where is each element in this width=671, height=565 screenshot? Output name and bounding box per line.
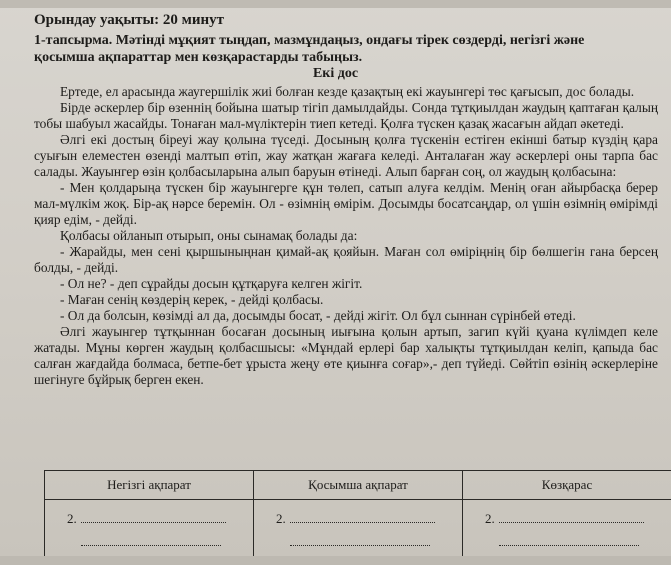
answer-blank[interactable] — [499, 535, 639, 546]
header-additional-info: Қосымша ақпарат — [254, 471, 463, 500]
paragraph: Қолбасы ойланып отырып, оны сынамақ болады да: — [60, 228, 358, 243]
dialogue-line: - Ол да болсын, көзімді ал да, досымды босат, - дейді жігіт. Ол бұл сыннан сүрінбей өтеді. — [60, 308, 576, 323]
header-main-info: Негізгі ақпарат — [45, 471, 254, 500]
answer-blank[interactable] — [81, 535, 221, 546]
time-label: Орындау уақыты: 20 минут — [34, 12, 225, 28]
paragraph: Әлгі жауынгер тұтқыннан босаған досының иығына қолын артып, загип күйі қуана күлімдеп келе жатады. Мұны көрген жаудың қолбасшысы: «Мұндай ерлері бар халықты тұтқиылдан келіп, қапыда бас салған жағдайда болмаса, бетпе-бет ұрыста жеңу өте қиынға соғар»,- деп түйеді. Сөйтіп өзінің әскерлеріне шегінуге бұйрық берген екен. — [34, 324, 658, 387]
row-number: 2. — [485, 511, 495, 526]
answer-blank[interactable] — [499, 510, 644, 523]
paragraph: Әлгі екі достың біреуі жау қолына түседі. Досының қолға түскенін естіген екінші батыр күздің қара суығын елеместен өзенді малтып өтіп, жау жатқан жағаға келеді. Анталаған жау әскерлері оны тарпа бас салады. Жауынгер өзін қолбасыларына алып баруын өтінеді. Алып барған соң, ол жаудың қолбасына: — [34, 132, 658, 179]
story-text — [34, 84, 658, 388]
row-number: 2. — [276, 511, 286, 526]
header-viewpoint: Көзқарас — [463, 471, 671, 500]
answer-blank[interactable] — [290, 510, 435, 523]
answer-table-header-row — [45, 471, 671, 500]
page-top-edge — [0, 0, 671, 8]
row-number: 2. — [67, 511, 77, 526]
task-line-1: 1-тапсырма. Мәтінді мұқият тыңдап, мазмұндаңыз, ондағы тірек сөздерді, негізгі және — [34, 33, 585, 48]
answer-blank[interactable] — [81, 510, 226, 523]
task-instruction — [34, 32, 644, 66]
dialogue-line: - Жарайды, мен сені қыршыныңнан қимай-ақ қояйын. Маған сол өміріңнің бір бөлшегін гана берсең болды, - дейді. — [34, 244, 658, 275]
answer-table — [44, 470, 671, 565]
dialogue-line: - Маған сенің көздерің керек, - дейді қолбасы. — [60, 292, 324, 307]
paragraph: Ертеде, ел арасында жаугершілік жиі болған кезде қазақтың екі жауынгері төс қағысып, дос болады. — [60, 84, 635, 99]
page-bottom-edge — [0, 556, 671, 565]
task-line-2: қосымша ақпараттар мен көзқарастарды табыңыз. — [34, 50, 363, 65]
story-title: Екі дос — [312, 66, 359, 81]
paragraph: Бірде әскерлер бір өзеннің бойына шатыр тігіп дамылдайды. Сонда тұтқиылдан жаудың қаптаған қалың тобы шабуыл жасайды. Тонаған мал-мүліктерін тиеп кетеді. Қолға түскен қазақ жасағын айдап әкетеді. — [34, 100, 658, 131]
answer-blank[interactable] — [290, 535, 430, 546]
dialogue-line: - Ол не? - деп сұрайды досын құтқаруға келген жігіт. — [60, 276, 363, 291]
dialogue-line: - Мен қолдарыңа түскен бір жауынгерге құн төлеп, сатып алуға келдім. Менің оған айырбасқа берер мал-мүлкім жоқ. Бір-ақ нәрсе беремін. Ол - өзімнің өмірім. Досымды босатсаңдар, ол үшін өзімнің өмірімді қияр едім, - дейді. — [34, 180, 658, 227]
